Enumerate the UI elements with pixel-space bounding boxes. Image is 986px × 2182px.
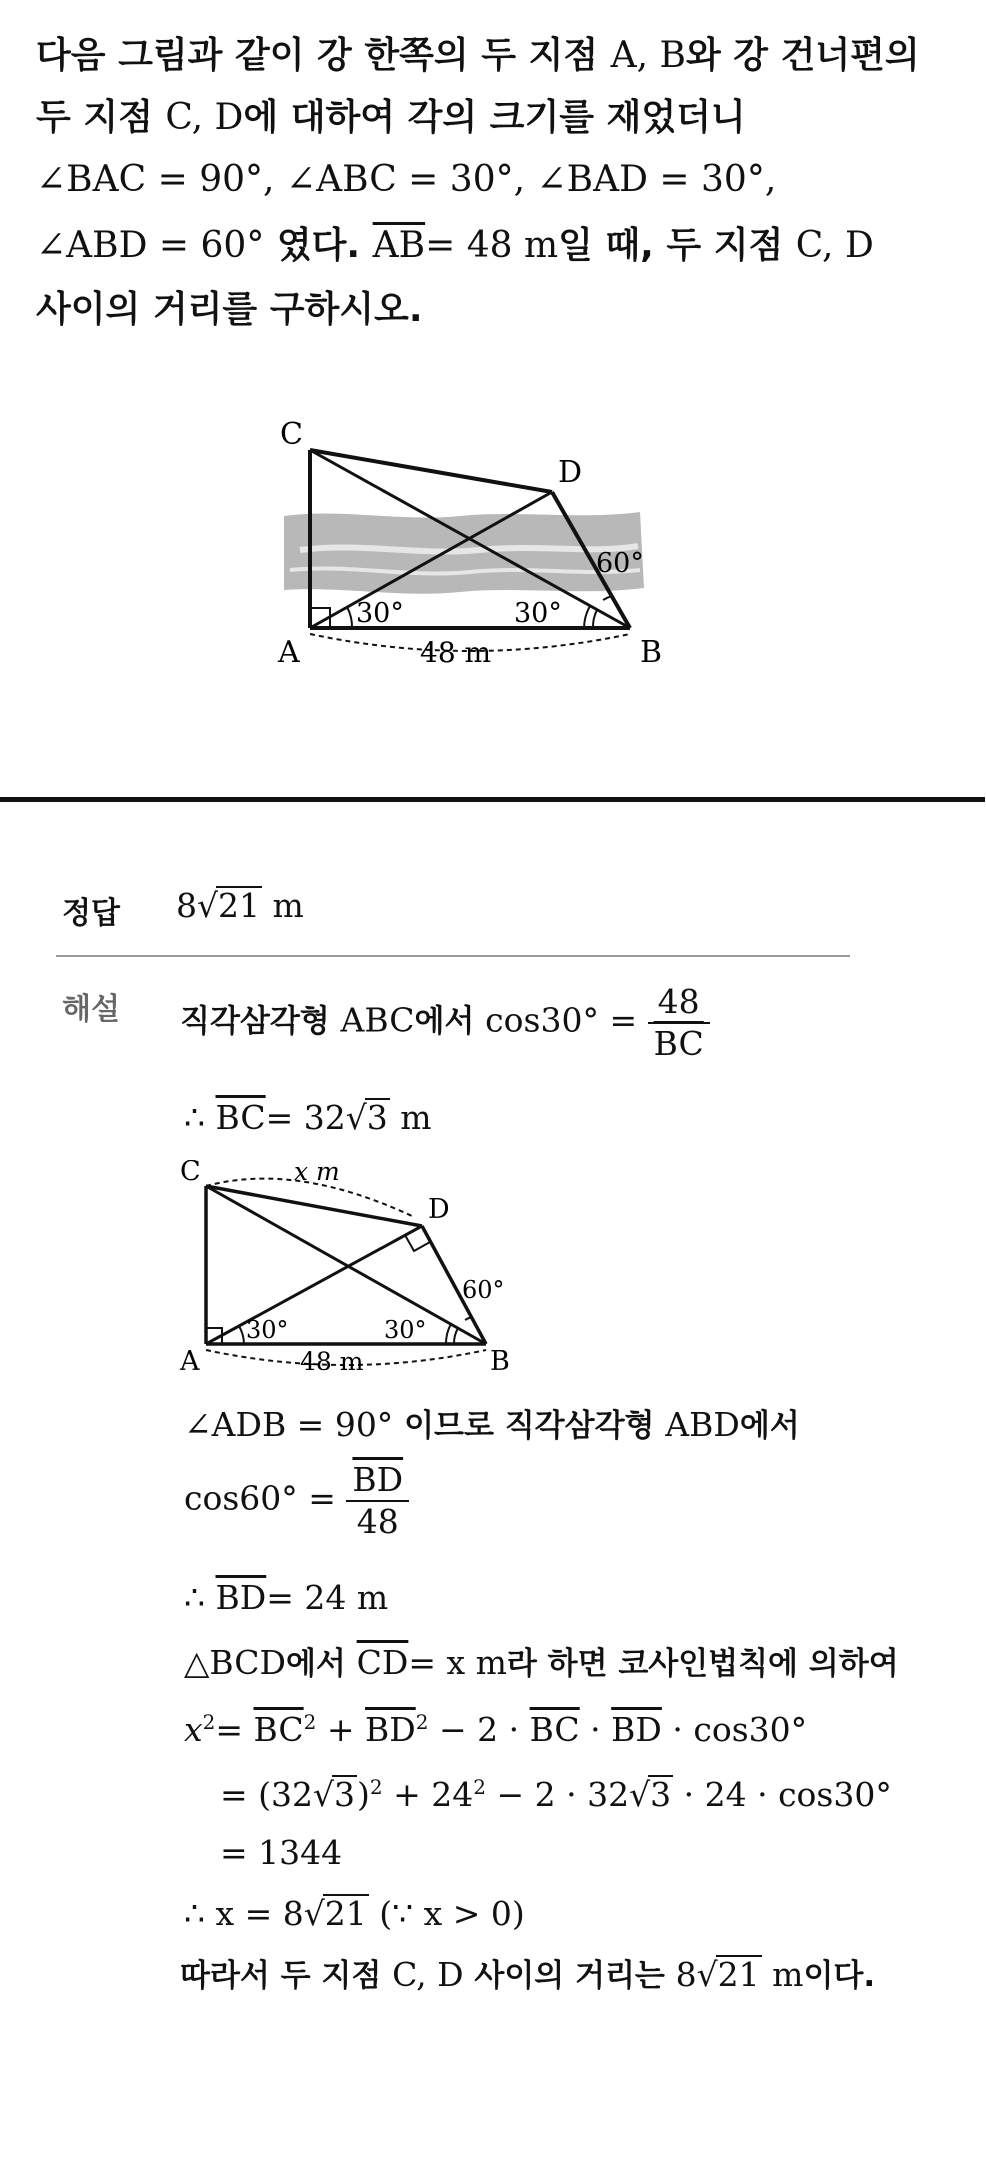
solution-step-9: = 1344: [220, 1833, 343, 1872]
question-line-2: 두 지점 C, D에 대하여 각의 크기를 재었더니: [36, 97, 746, 138]
fig2-label-b: B: [490, 1346, 510, 1377]
angle-arc-b: [584, 606, 590, 628]
answer-divider: [56, 955, 850, 957]
question-line-1: 다음 그림과 같이 강 한쪽의 두 지점 A, B와 강 건너편의: [36, 35, 920, 76]
angle-arc-a: [347, 607, 352, 628]
section-divider: [0, 797, 985, 802]
figure-solution-quadrilateral: [176, 1160, 536, 1385]
solution-step-5: ∴ $\overline{BD}= 24$ m: [184, 1578, 389, 1617]
fig2-label-d: D: [428, 1194, 450, 1225]
fig2-label-x: x m: [294, 1160, 340, 1186]
fraction-48-over-bc: $\frac{48}{BC}$: [648, 982, 710, 1063]
fraction-bd-over-48: $\frac{\overline{BD}}{48}$: [346, 1460, 409, 1541]
solution-label: 해설: [62, 992, 120, 1027]
question-line-4: ∠ABD = 60° 였다. $\overline{AB}= 48$ m일 때, 두 지점 C, D: [36, 225, 874, 266]
solution-step-11: 따라서 두 지점 C, D 사이의 거리는 8√21 m이다.: [180, 1955, 876, 1994]
fig2-label-c: C: [180, 1160, 201, 1187]
figure-river-quadrilateral: [260, 400, 680, 680]
question-line-3: ∠BAC = 90°, ∠ABC = 30°, ∠BAD = 30°,: [36, 159, 777, 200]
question-line-5: 사이의 거리를 구하시오.: [36, 289, 423, 330]
label-a: A: [278, 635, 300, 670]
distance-label: 48 m: [420, 636, 492, 669]
solution-step-4: cos60° = $\frac{\overline{BD}}{48}$: [184, 1460, 409, 1541]
solution-step-8: = $(32√3)^2 + 24^2 - 2 \cdot 32√3 \cdot 24 \cdot \cos 30^\circ$: [220, 1775, 892, 1814]
fig2-angle-a: 30°: [246, 1316, 289, 1344]
label-d: D: [558, 455, 583, 490]
label-b: B: [640, 635, 663, 670]
solution-step-7: $x^2= \overline{BC}^2 + \overline{BD}^2 - 2 \cdot \overline{BC} \cdot \overline{BD} \cdot \cos 30^\circ$: [184, 1710, 808, 1749]
angle-label-b: 30°: [514, 598, 562, 629]
solution-step-10: ∴ x = 8√21 (∵ x > 0): [184, 1894, 525, 1933]
answer-value: 8√21 m: [176, 886, 304, 925]
fig2-angle-bd: 60°: [462, 1276, 505, 1304]
solution-step-3: ∠ADB = 90° 이므로 직각삼각형 ABD에서: [184, 1405, 800, 1444]
solution-step-2: ∴ $\overline{BC}= 32√3$ m: [184, 1098, 432, 1137]
answer-label: 정답: [62, 896, 120, 931]
fig2-label-a: A: [180, 1346, 200, 1377]
label-c: C: [280, 417, 303, 452]
solution-step-1: 직각삼각형 ABC에서 cos30° = $\frac{48}{BC}$: [180, 982, 710, 1063]
solution-step-6: △BCD에서 $\overline{CD}= x$ m라 하면 코사인법칙에 의하여: [184, 1643, 899, 1682]
angle-label-bd: 60°: [596, 548, 644, 579]
fig2-angle-b: 30°: [384, 1316, 427, 1344]
fig2-distance: 48 m: [300, 1347, 364, 1376]
angle-label-a: 30°: [356, 598, 404, 629]
